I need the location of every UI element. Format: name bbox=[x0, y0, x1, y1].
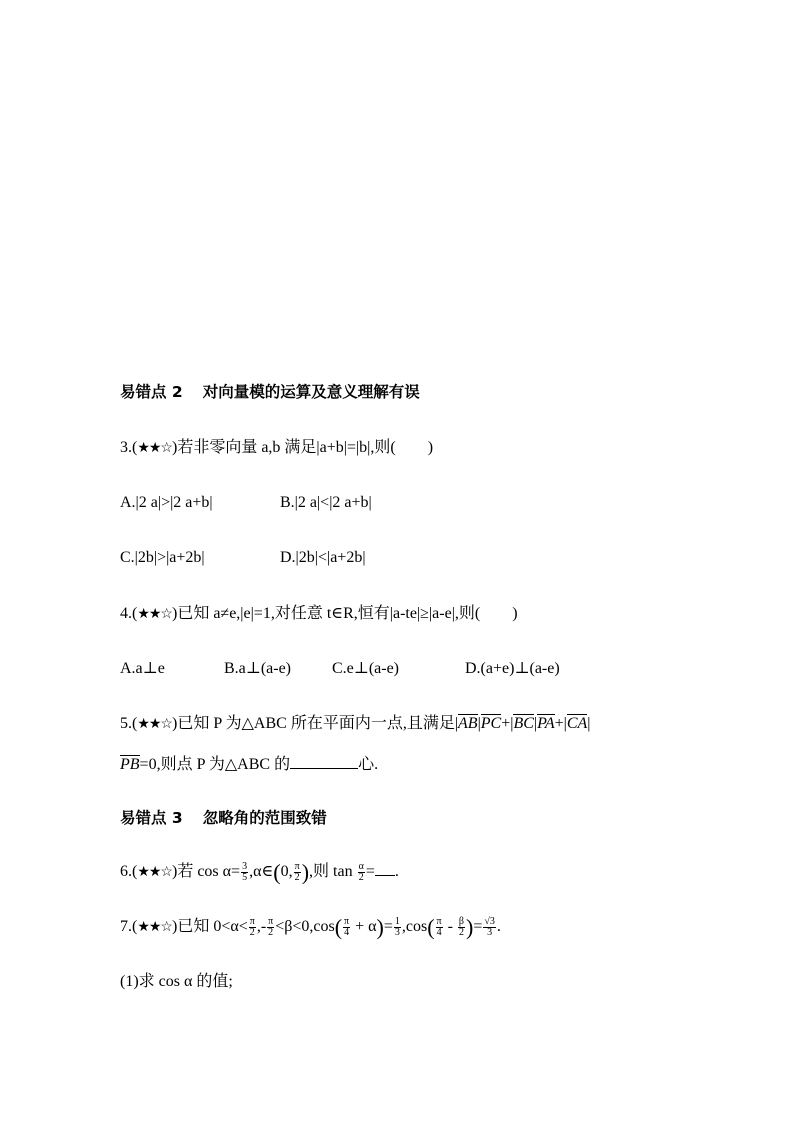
section-label: 易错点 3 bbox=[120, 809, 183, 827]
question-text: . bbox=[496, 918, 501, 936]
option-c: C.e⊥(a-e) bbox=[332, 660, 400, 677]
vector-pc: PC bbox=[480, 715, 502, 732]
fraction: $\frac{\alpha}{2}$ bbox=[358, 861, 364, 883]
option-c: C.|2b|>|a+2b| bbox=[120, 549, 205, 566]
option-d: D.|2b|<|a+2b| bbox=[280, 549, 366, 566]
question-text: - bbox=[443, 918, 457, 936]
vector-bc: BC bbox=[513, 715, 534, 732]
fraction: $\frac{\pi}{4}$ bbox=[436, 916, 442, 938]
option-b: B.|2 a|<|2 a+b| bbox=[280, 494, 372, 511]
question-3 bbox=[120, 438, 433, 459]
section-title: 对向量模的运算及意义理解有误 bbox=[202, 383, 420, 401]
question-text: )若非零向量 a,b 满足|a+b|=|b|,则( ) bbox=[171, 439, 434, 456]
left-paren-icon: ( bbox=[334, 914, 343, 940]
right-paren-icon: ) bbox=[301, 859, 310, 885]
question-5-line-1: 5.(★★☆)已知 P 为△ABC 所在平面内一点,且满足|AB|PC+|BC|PA+|CA| bbox=[120, 715, 591, 732]
answer-blank bbox=[375, 875, 395, 876]
question-text: ,则 tan bbox=[309, 863, 357, 881]
question-text: =0,则点 P 为△ABC 的 bbox=[139, 756, 291, 773]
question-6 bbox=[120, 859, 399, 885]
option-a: A.a⊥e bbox=[120, 660, 165, 677]
question-number: 6.( bbox=[120, 863, 138, 881]
fraction: $\frac{\pi}{4}$ bbox=[344, 916, 350, 938]
answer-blank bbox=[290, 768, 358, 769]
vector-pb: PB bbox=[120, 756, 140, 773]
question-number: 3.( bbox=[120, 439, 138, 456]
question-text: + α bbox=[351, 918, 377, 936]
question-text: )已知 P 为△ABC 所在平面内一点,且满足| bbox=[171, 715, 459, 732]
question-number: 7.( bbox=[120, 918, 138, 936]
question-text: ,cos bbox=[401, 918, 428, 936]
fraction: $\frac{√3}{3}$ bbox=[484, 916, 495, 938]
question-text-end: 心. bbox=[358, 756, 379, 773]
fraction: $\frac{3}{5}$ bbox=[242, 861, 248, 883]
difficulty-stars-icon: ★★☆ bbox=[137, 441, 172, 456]
question-text: = bbox=[383, 918, 393, 936]
question-7-part-1 bbox=[120, 972, 233, 992]
option-b: B.a⊥(a-e) bbox=[224, 660, 292, 677]
question-text: ,- bbox=[256, 918, 267, 936]
left-paren-icon: ( bbox=[427, 914, 435, 940]
question-text: )已知 0<α< bbox=[171, 918, 248, 936]
question-text: )已知 a≠e,|e|=1,对任意 t∈R,恒有|a-te|≥|a-e|,则( ) bbox=[171, 605, 518, 622]
difficulty-stars-icon: ★★☆ bbox=[137, 920, 172, 936]
section-heading-3 bbox=[120, 808, 327, 828]
question-3-options-row-1 bbox=[120, 493, 372, 513]
question-4-options bbox=[120, 659, 560, 679]
vector-ab: AB bbox=[458, 715, 478, 732]
question-text: <β<0,cos bbox=[275, 918, 335, 936]
right-paren-icon: ) bbox=[466, 914, 474, 940]
right-paren-icon: ) bbox=[376, 914, 384, 940]
question-number: 4.( bbox=[120, 605, 138, 622]
option-d: D.(a+e)⊥(a-e) bbox=[465, 660, 560, 677]
fraction: $\frac{\pi}{2}$ bbox=[294, 861, 300, 883]
section-title: 忽略角的范围致错 bbox=[202, 809, 327, 827]
vector-pa: PA bbox=[537, 715, 555, 732]
section-heading-2 bbox=[120, 382, 420, 402]
sub-question-text: (1)求 cos α 的值; bbox=[120, 973, 233, 990]
question-text: = bbox=[473, 918, 483, 936]
question-text: = bbox=[365, 863, 375, 881]
question-5-line-2 bbox=[120, 755, 378, 775]
left-paren-icon: ( bbox=[273, 859, 281, 885]
question-3-options-row-2 bbox=[120, 548, 366, 568]
vector-ca: CA bbox=[566, 715, 588, 732]
difficulty-stars-icon: ★★☆ bbox=[137, 717, 172, 732]
fraction: $\frac{\pi}{2}$ bbox=[268, 916, 274, 938]
question-text: )若 cos α= bbox=[171, 863, 241, 881]
question-7 bbox=[120, 914, 501, 940]
fraction: $\frac{1}{3}$ bbox=[394, 916, 400, 938]
fraction: $\frac{\pi}{2}$ bbox=[249, 916, 255, 938]
fraction: $\frac{\beta}{2}$ bbox=[458, 916, 465, 938]
option-a: A.|2 a|>|2 a+b| bbox=[120, 494, 213, 511]
question-text: . bbox=[394, 863, 399, 881]
question-4 bbox=[120, 604, 518, 625]
question-text: ,α∈ bbox=[249, 863, 274, 881]
interval-text: 0, bbox=[280, 863, 293, 881]
question-number: 5.( bbox=[120, 715, 138, 732]
difficulty-stars-icon: ★★☆ bbox=[137, 607, 172, 622]
difficulty-stars-icon: ★★☆ bbox=[137, 865, 172, 881]
section-label: 易错点 2 bbox=[120, 383, 183, 401]
